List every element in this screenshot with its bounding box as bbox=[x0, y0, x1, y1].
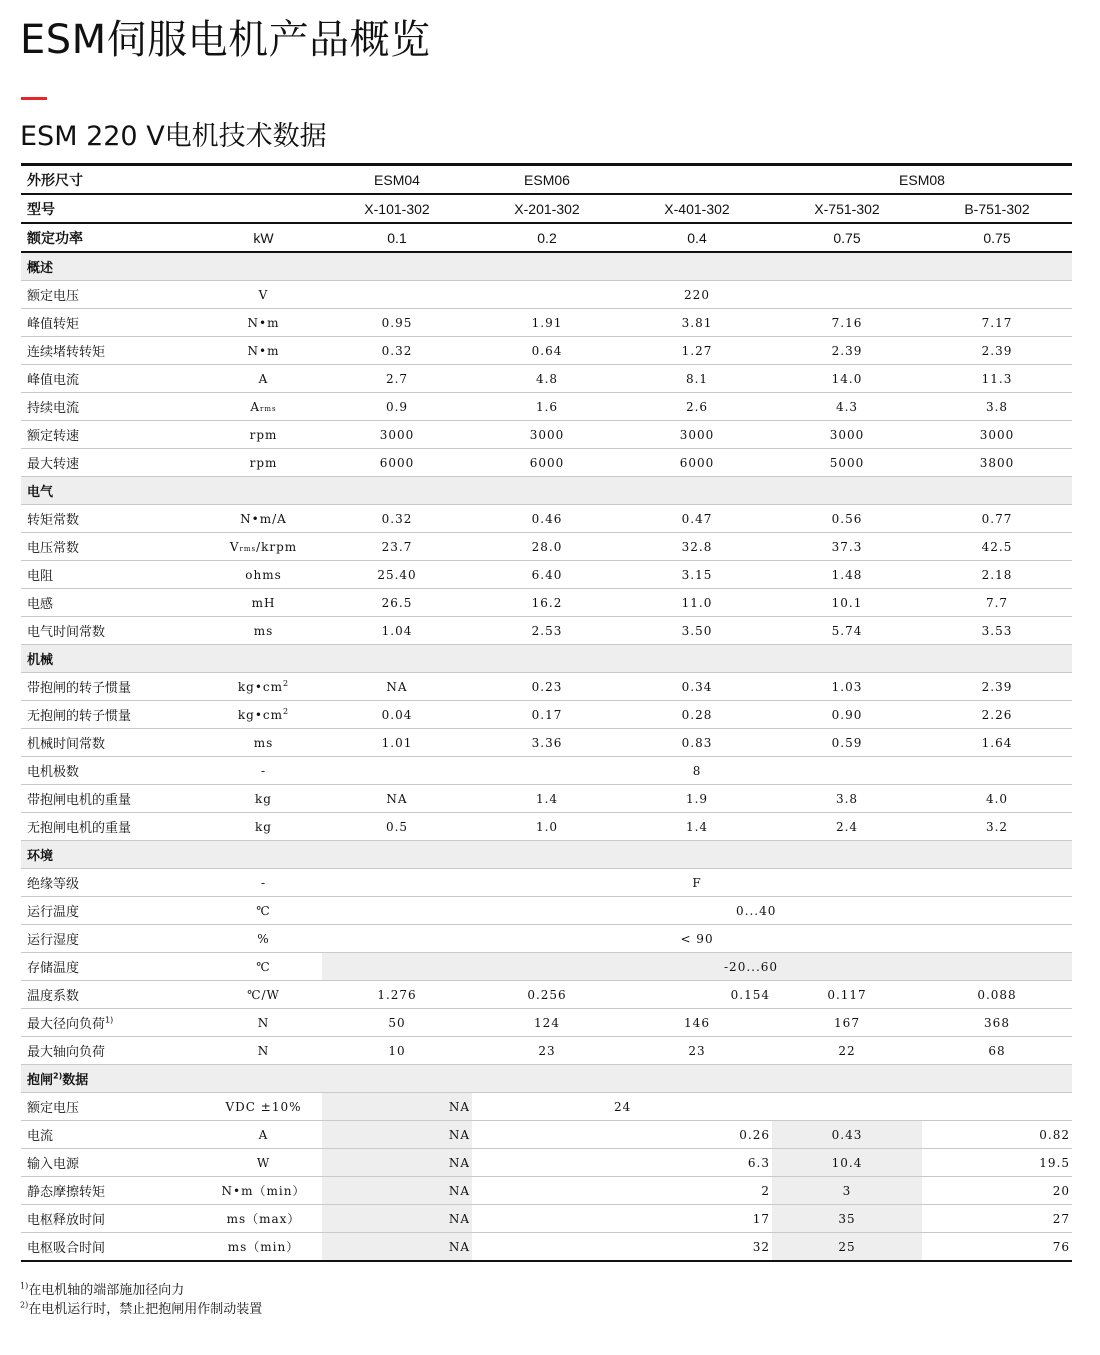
table-row: 峰值转矩 N•m 0.95 1.91 3.81 7.16 7.17 bbox=[21, 309, 1072, 337]
table-row: 电机极数 - 8 bbox=[21, 757, 1072, 785]
power-label: 额定功率 bbox=[21, 223, 205, 252]
power-row bbox=[21, 223, 1072, 252]
power-cell: 0.1 bbox=[322, 223, 472, 252]
table-row: 峰值电流 A 2.7 4.8 8.1 14.0 11.3 bbox=[21, 365, 1072, 393]
frame-esm08: ESM08 bbox=[772, 166, 1072, 194]
table-row: 连续堵转转矩 N•m 0.32 0.64 1.27 2.39 2.39 bbox=[21, 337, 1072, 365]
power-cell: 0.75 bbox=[922, 223, 1072, 252]
section-brake: 抱闸$^{2)}$数据 bbox=[21, 1065, 1072, 1093]
table-row: 额定转速 rpm 3000 3000 3000 3000 3000 bbox=[21, 421, 1072, 449]
section-electrical: 电气 bbox=[21, 477, 1072, 505]
table-row: 最大转速 rpm 6000 6000 6000 5000 3800 bbox=[21, 449, 1072, 477]
frame-row bbox=[21, 166, 1072, 194]
table-row: 电枢吸合时间 ms（min） NA 32 25 76 bbox=[21, 1233, 1072, 1262]
table-row: 运行温度 ℃ 0...40 bbox=[21, 897, 1072, 925]
table-row: 机械时间常数 ms 1.01 3.36 0.83 0.59 1.64 bbox=[21, 729, 1072, 757]
table-row: 绝缘等级 - F bbox=[21, 869, 1072, 897]
page-title: ESM伺服电机产品概览 bbox=[20, 17, 431, 63]
table-row: 电感 mH 26.5 16.2 11.0 10.1 7.7 bbox=[21, 589, 1072, 617]
section-environment: 环境 bbox=[21, 841, 1072, 869]
model-label: 型号 bbox=[21, 194, 205, 223]
table-row: 电气时间常数 ms 1.04 2.53 3.50 5.74 3.53 bbox=[21, 617, 1072, 645]
table-row: 电枢释放时间 ms（max） NA 17 35 27 bbox=[21, 1205, 1072, 1233]
power-unit: kW bbox=[205, 223, 322, 252]
footnote-1: $^{1)}$在电机轴的端部施加径向力 bbox=[20, 1281, 185, 1298]
footnote-2: $^{2)}$在电机运行时，禁止把抱闸用作制动装置 bbox=[20, 1300, 263, 1317]
frame-esm06: ESM06 bbox=[524, 171, 570, 188]
power-cell: 0.2 bbox=[472, 223, 622, 252]
model-cell: X-101-302 bbox=[322, 194, 472, 223]
table-row: 最大轴向负荷 N 10 23 23 22 68 bbox=[21, 1037, 1072, 1065]
table-row: 转矩常数 N•m/A 0.32 0.46 0.47 0.56 0.77 bbox=[21, 505, 1072, 533]
table-row: 电流 A NA 0.26 0.43 0.82 bbox=[21, 1121, 1072, 1149]
table-row: 静态摩擦转矩 N•m（min） NA 2 3 20 bbox=[21, 1177, 1072, 1205]
section-subtitle: ESM 220 V电机技术数据 bbox=[20, 121, 327, 152]
accent-bar bbox=[21, 97, 47, 100]
model-cell: X-201-302 bbox=[472, 194, 622, 223]
table-row: 输入电源 W NA 6.3 10.4 19.5 bbox=[21, 1149, 1072, 1177]
spec-table bbox=[21, 166, 1072, 1262]
table-row: 额定电压 VDC ±10% NA 24 bbox=[21, 1093, 1072, 1121]
spec-table-container bbox=[21, 163, 1072, 1262]
table-row: 无抱闸电机的重量 kg 0.5 1.0 1.4 2.4 3.2 bbox=[21, 813, 1072, 841]
table-row: 温度系数 ℃/W 1.276 0.256 0.154 0.117 0.088 bbox=[21, 981, 1072, 1009]
model-cell: X-751-302 bbox=[772, 194, 922, 223]
table-row: 最大径向负荷$^{1)}$ N 50 124 146 167 368 bbox=[21, 1009, 1072, 1037]
table-row: 带抱闸电机的重量 kg NA 1.4 1.9 3.8 4.0 bbox=[21, 785, 1072, 813]
model-row bbox=[21, 194, 1072, 223]
table-row: 运行湿度 % < 90 bbox=[21, 925, 1072, 953]
section-overview: 概述 bbox=[21, 252, 1072, 281]
table-row: 持续电流 Arms 0.9 1.6 2.6 4.3 3.8 bbox=[21, 393, 1072, 421]
table-row: 存储温度 ℃ -20...60 bbox=[21, 953, 1072, 981]
power-cell: 0.4 bbox=[622, 223, 772, 252]
section-mechanical: 机械 bbox=[21, 645, 1072, 673]
table-row: 无抱闸的转子惯量 $kg•cm^2$ 0.04 0.17 0.28 0.90 2.26 bbox=[21, 701, 1072, 729]
frame-esm04: ESM04 bbox=[322, 166, 472, 194]
table-row: 额定电压 V 220 bbox=[21, 281, 1072, 309]
table-row: 带抱闸的转子惯量 $kg•cm^2$ NA 0.23 0.34 1.03 2.39 bbox=[21, 673, 1072, 701]
table-row: 电阻 ohms 25.40 6.40 3.15 1.48 2.18 bbox=[21, 561, 1072, 589]
model-cell: B-751-302 bbox=[922, 194, 1072, 223]
frame-label: 外形尺寸 bbox=[21, 166, 205, 194]
table-row: 电压常数 Vrms/krpm 23.7 28.0 32.8 37.3 42.5 bbox=[21, 533, 1072, 561]
power-cell: 0.75 bbox=[772, 223, 922, 252]
model-cell: X-401-302 bbox=[622, 194, 772, 223]
